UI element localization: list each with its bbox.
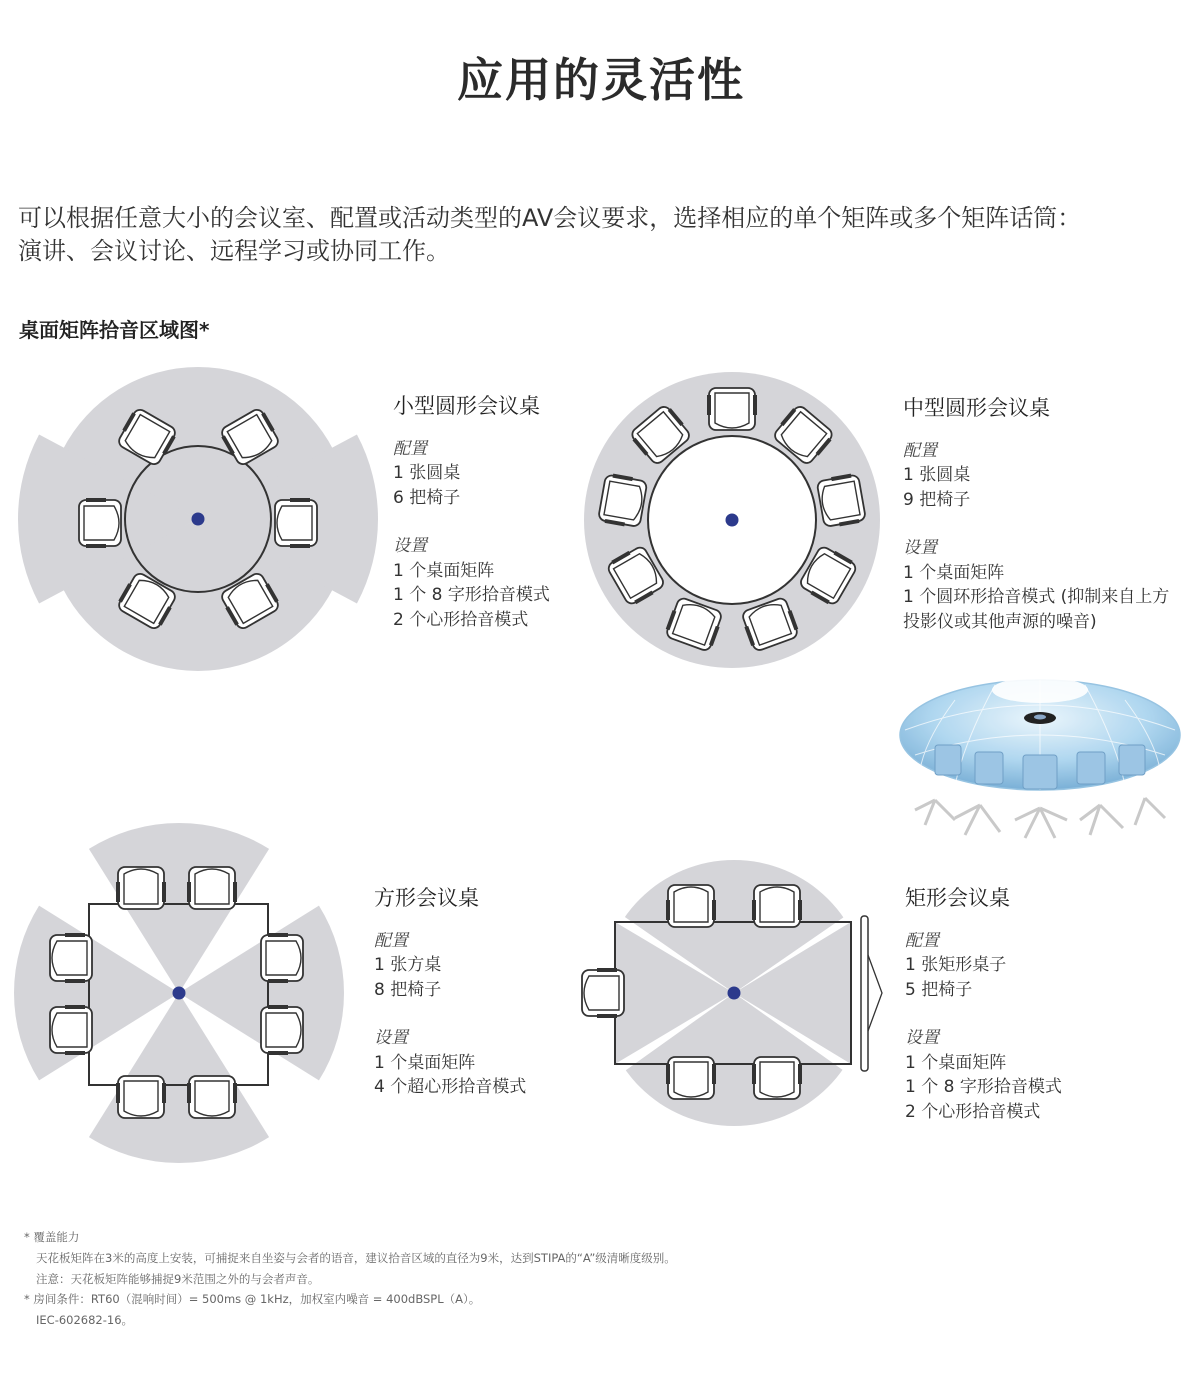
page-title: 应用的灵活性 bbox=[457, 53, 745, 107]
footnote-coverage-note: 注意：天花板矩阵能够捕捉9米范围之外的与会者声音。 bbox=[36, 1271, 320, 1286]
small-round-table-info bbox=[393, 394, 550, 632]
chair-icon bbox=[261, 935, 303, 981]
pickup-zone bbox=[500, 830, 970, 993]
chair-icon bbox=[50, 1007, 92, 1053]
setup-item: 2 个心形拾音模式 bbox=[905, 1101, 1041, 1122]
table-microphone-array bbox=[728, 987, 741, 1000]
config-title: 配置 bbox=[374, 930, 408, 951]
intro-text bbox=[18, 202, 1193, 268]
chair-icon bbox=[118, 867, 164, 909]
config-item: 6 把椅子 bbox=[393, 487, 461, 508]
table-microphone-array bbox=[173, 987, 186, 1000]
setup-title: 设置 bbox=[905, 1028, 939, 1048]
setup-item: 1 个桌面矩阵 bbox=[905, 1052, 1007, 1073]
footnote-coverage-text: 天花板矩阵在3米的高度上安装，可捕捉来自坐姿与会者的语音，建议拾音区域的直径为9米，达到STIPA的“A”级清晰度级别。 bbox=[36, 1250, 676, 1265]
config-item: 1 张方桌 bbox=[374, 955, 442, 975]
rectangular-table-diagram bbox=[572, 850, 892, 1135]
intro-line-1: 可以根据任意大小的会议室、配置或活动类型的AV会议要求，选择相应的单个矩阵或多个矩阵话筒： bbox=[18, 204, 1082, 232]
setup-item: 1 个 8 字形拾音模式 bbox=[905, 1077, 1062, 1097]
chair-icon bbox=[709, 388, 755, 430]
chair-icon bbox=[668, 1057, 714, 1099]
layout-name: 小型圆形会议桌 bbox=[393, 394, 540, 418]
ceiling-pickup-dome-illustration bbox=[895, 660, 1185, 840]
chair-icon bbox=[754, 885, 800, 927]
chair-icon bbox=[817, 474, 866, 527]
chair-icon bbox=[598, 474, 647, 527]
footnote-room-conditions: * 房间条件：RT60（混响时间）= 500ms @ 1kHz，加权室内噪音 = 400dBSPL（A）。 bbox=[24, 1292, 481, 1307]
setup-item: 4 个超心形拾音模式 bbox=[374, 1077, 527, 1097]
setup-item: 1 个圆环形拾音模式 (抑制来自上方 bbox=[903, 587, 1170, 607]
layout-name: 中型圆形会议桌 bbox=[903, 396, 1050, 420]
chair-icon bbox=[582, 970, 624, 1016]
chair-icon bbox=[754, 1057, 800, 1099]
config-item: 8 把椅子 bbox=[374, 979, 442, 1000]
setup-item: 1 个桌面矩阵 bbox=[374, 1052, 476, 1073]
footnote-coverage-title: * 覆盖能力 bbox=[24, 1230, 80, 1244]
layout-name: 矩形会议桌 bbox=[905, 886, 1010, 910]
chair-icon bbox=[118, 1076, 164, 1118]
setup-item: 1 个 8 字形拾音模式 bbox=[393, 585, 550, 605]
small-round-table-diagram bbox=[10, 370, 380, 680]
chair-icon bbox=[668, 885, 714, 927]
display-screen bbox=[861, 916, 868, 1071]
pickup-zone bbox=[500, 993, 970, 1160]
setup-title: 设置 bbox=[374, 1028, 408, 1048]
table-microphone-array bbox=[726, 514, 739, 527]
medium-round-table-diagram bbox=[580, 370, 885, 675]
chair-icon bbox=[50, 935, 92, 981]
config-item: 1 张圆桌 bbox=[903, 465, 971, 485]
chair-icon bbox=[189, 1076, 235, 1118]
table-microphone-array bbox=[192, 513, 205, 526]
chair-icon bbox=[189, 867, 235, 909]
chair-icon bbox=[261, 1007, 303, 1053]
square-table-diagram bbox=[10, 825, 360, 1160]
setup-item: 投影仪或其他声源的噪音) bbox=[903, 611, 1097, 632]
setup-item: 1 个桌面矩阵 bbox=[393, 560, 495, 581]
config-item: 9 把椅子 bbox=[903, 489, 971, 510]
section-heading: 桌面矩阵拾音区域图* bbox=[19, 318, 210, 342]
medium-round-table-info bbox=[903, 396, 1169, 634]
footnote-standard: IEC-602682-16。 bbox=[36, 1313, 134, 1328]
config-item: 5 把椅子 bbox=[905, 979, 973, 1000]
layout-name: 方形会议桌 bbox=[374, 886, 479, 910]
rectangular-table-info bbox=[905, 886, 1062, 1124]
setup-item: 2 个心形拾音模式 bbox=[393, 609, 529, 630]
screen-arrow-icon bbox=[868, 955, 882, 1031]
config-item: 1 张矩形桌子 bbox=[905, 955, 1007, 975]
setup-item: 1 个桌面矩阵 bbox=[903, 562, 1005, 583]
intro-line-2: 演讲、会议讨论、远程学习或协同工作。 bbox=[18, 237, 450, 265]
config-title: 配置 bbox=[905, 930, 939, 951]
footnotes bbox=[24, 1227, 676, 1331]
chair-icon bbox=[275, 500, 317, 546]
square-table-info bbox=[374, 886, 526, 1100]
chair-icon bbox=[79, 500, 121, 546]
setup-title: 设置 bbox=[903, 538, 937, 558]
setup-title: 设置 bbox=[393, 536, 427, 556]
config-title: 配置 bbox=[393, 438, 427, 459]
config-item: 1 张圆桌 bbox=[393, 463, 461, 483]
config-title: 配置 bbox=[903, 440, 937, 461]
